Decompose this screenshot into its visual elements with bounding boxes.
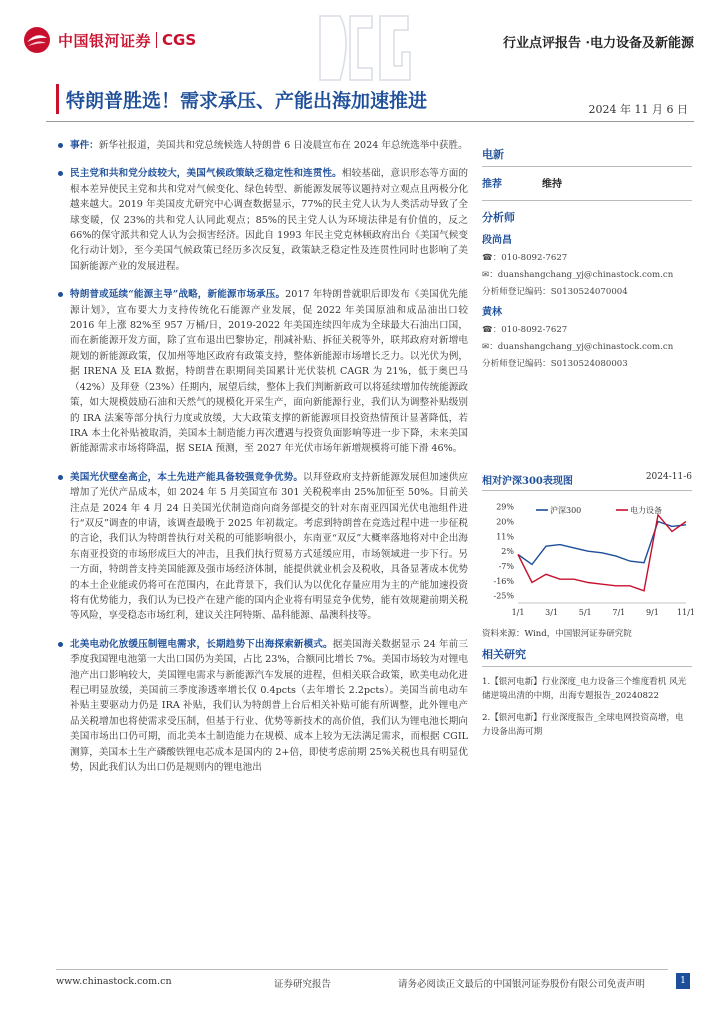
chart-source: 资料来源：Wind，中国银河证券研究院 xyxy=(482,629,632,639)
rating-label: 推荐 xyxy=(482,179,502,190)
related-item[interactable]: 2.【银河电新】行业深度报告_全球电网投资高增，电力设备出海可期 xyxy=(482,713,684,737)
brand-name-cn: 中国银河证券 xyxy=(58,31,152,50)
paragraph-lead: 美国光伏壁垒高企，本土先进产能具备较强竞争优势。 xyxy=(70,471,304,483)
x-tick-label: 5/1 xyxy=(578,608,592,617)
paragraph xyxy=(58,166,468,274)
performance-chart xyxy=(482,472,695,639)
report-type: 行业点评报告 ·电力设备及新能源 xyxy=(502,36,694,51)
header-divider xyxy=(46,121,694,122)
main-body xyxy=(58,138,468,788)
paragraph-text: 相较基础，意识形态等方面的根本差异使民主党和共和党对气候变化、绿色转型、新能源发展等议题持对立观点且两极分化越来越大。2019 年美国皮尤研究中心调查数据显示，77%的民主党人认为人类活动导致了全球变暖，仅 23%的共和党人认同此观点；85%的民主党人认为环境法律是有价值的，反之 66%的保守派共和党人认为会损害经济。因此自 1993 年民主党克林顿政府出台《美国气候变化行动计划》，至今美国气候政策已经历多次反复，政策缺乏稳定性及连贯性同时也影响了美国新能源产业的发展进程。 xyxy=(70,168,469,272)
analyst-name: 黄林 xyxy=(482,307,502,318)
brand-name-en: CGS xyxy=(162,31,197,49)
sidebar-divider xyxy=(482,490,692,491)
paragraph-lead: 民主党和共和党分歧较大，美国气候政策缺乏稳定性和连贯性。 xyxy=(70,168,342,180)
y-tick-label: 2% xyxy=(501,547,514,557)
paragraph-lead: 北美电动化放缓压制锂电需求，长期趋势下出海探索新模式。 xyxy=(70,638,333,650)
analyst-cert: 分析师登记编码：S0130524070004 xyxy=(482,287,628,297)
paragraph-text: 2017 年特朗普就职后即发布《美国优先能源计划》，宣布要大力支持传统化石能源产业发展，促 2022 年美国原油和成品油出口较 2016 年上涨 82%至 957 万桶/日，2019-2022 年美国连续四年成为全球最大石油出口国，而在新能源开发方面，除了宣布退出巴黎协定，削减补贴、拆征关税等外，联邦政府对新增电规划的新能源政策，仅加州等地区政府有政策支持，整体新能源市场增长乏力。以光伏为例，据 IRENA 及 EIA 数据，特朗普在职期间美国累计光伏装机 CAGR 为 21%，低于奥巴马（42%）及拜登（23%）任期内，展望后续，整体上我们判断新政可以将延续增加传统能源政策，如大规模鼓励石油和天然气的规模化开采生产，面向新能源行业，我们认为调整补贴级别的 IRA 法案等部分执行力度或放缓，大大政策支撑的新能源项目投资热情预计显著降低，若 IRA 本土化补贴被取消，美国本土制造能力再次遭遇与投资负面影响等进一步下降，未来美国新能源需求市场将降温，据 SEIA 预测，至 2027 年光伏市场年新增规模将可能下滑 46%。 xyxy=(70,289,468,455)
sidebar xyxy=(482,146,692,374)
footer-url[interactable]: www.chinastock.com.cn xyxy=(56,976,172,987)
y-tick-label: 20% xyxy=(496,517,514,527)
analyst-phone: ☎：010-8092-7627 xyxy=(482,325,568,335)
paragraph-text: 据美国海关数据显示 24 年前三季度我国锂电池第一大出口国仍为美国，占比 23%，合额同比增长 7%。美国市场较为对锂电池产出口影响较大，美国锂电需求与新能源汽车发展的进程，但相关联合政策，欧美电动化进程已明显放缓，美国前三季度渗透率增长仅 0.4pcts（去年增长 2.2pcts）。美国当前电动车补贴主要驱动力仍是 IRA 补贴，我们认为特朗普上台后相关补贴可能有所调整，此外锂电产品关税增加也将使需求受压制，但基于行业、优势等新技术的高价值，我们认为锂电池长期向美国市场出口仍可期，而北美本土制造能力在规模、成本上较为无法满足需求，而根据 CGIL 测算，美国本土生产磷酸铁锂电芯成本是国内的 2+倍，即使考虑前期 25%关税也具有明显优势，因此我们认为出口仍是规则内的锂电池出 xyxy=(70,638,468,774)
sidebar-divider xyxy=(482,166,692,167)
paragraph-lead: 事件： xyxy=(70,140,99,151)
analyst-cert: 分析师登记编码：S0130524080003 xyxy=(482,359,628,369)
page-number: 1 xyxy=(676,973,690,989)
analyst-phone: ☎：010-8092-7627 xyxy=(482,253,568,263)
report-date: 2024 年 11 月 6 日 xyxy=(588,103,688,116)
chart-plot xyxy=(482,495,695,623)
watermark-graphic xyxy=(310,8,420,88)
galaxy-logo-icon xyxy=(22,25,52,55)
related-item[interactable]: 1.【银河电新】行业深度_电力设备三个维度看机 风光储逆境出清的中期，出海专题报告_20240822 xyxy=(482,677,687,701)
y-tick-label: -7% xyxy=(498,562,514,572)
footer-divider xyxy=(56,969,668,970)
sidebar-divider xyxy=(482,666,692,667)
paragraph-text: 以拜登政府支持新能源发展但加速供应增加了光伏产品成本，如 2024 年 5 月美国宣布 301 关税税率由 25%加征至 50%。目前关注点是 2024 年 4 月 24 日美国光伏制造商向商务部提交的针对东南亚四国光伏电池组件进行“双反”调查的申请，该调查最晚于 2025 年初裁定。考虑到特朗普在竞选过程中进一步征税的言论，我们认为特朗普执行对关税的可能影响很小，东南亚“双反”大概率落地将对中企出海东南亚投资的市场形成巨大的冲击，且我们执行贸易方式延缓应用，市场领域进一步下行。另一方面，特朗普支持美国能源及强市场经济体制，能提供就业机会及税收，具备显著成本优势的本土企业能或仍将可在范围内，在此背景下，我们认为以优化存量应用为主的产能加速投资将有优势能力，我们认为已投产在建产能的国内企业将有明显竞争优势，能有效规避前期关税等风险，享受稳态市场红利，建议关注阿特斯、晶科能源、晶澳科技等。 xyxy=(70,471,469,622)
rating-value: 维持 xyxy=(542,179,562,190)
rating-row xyxy=(482,175,692,190)
y-tick-label: 29% xyxy=(496,502,514,512)
paragraph xyxy=(58,287,468,456)
y-tick-label: -16% xyxy=(493,576,514,586)
sidebar-divider xyxy=(482,200,692,201)
footer-label: 证券研究报告 xyxy=(274,979,332,990)
industry-title: 电新 xyxy=(482,148,504,161)
y-tick-label: -25% xyxy=(493,591,514,601)
related-research xyxy=(482,648,692,747)
paragraph-lead: 特朗普或延续“能源主导”战略，新能源市场承压。 xyxy=(70,289,286,301)
x-tick-label: 7/1 xyxy=(612,608,626,617)
paragraph xyxy=(58,138,468,153)
paragraph xyxy=(58,470,468,624)
paragraph xyxy=(58,637,468,776)
footer-disclaimer: 请务必阅读正文最后的中国银河证券股份有限公司免责声明 xyxy=(398,979,646,990)
x-tick-label: 1/1 xyxy=(511,608,525,617)
chart-header xyxy=(482,472,692,487)
analyst-name: 段尚昌 xyxy=(482,235,512,246)
y-tick-label: 11% xyxy=(496,532,514,542)
analyst-title: 分析师 xyxy=(482,211,515,224)
related-title: 相关研究 xyxy=(482,648,526,661)
series-line-csi300 xyxy=(518,522,686,565)
chart-date: 2024-11-6 xyxy=(645,472,692,482)
chart-title: 相对沪深300表现图 xyxy=(482,476,573,487)
analyst-email[interactable]: ✉：duanshangchang_yj@chinastock.com.cn xyxy=(482,342,674,352)
title-accent-bar xyxy=(56,84,59,114)
x-tick-label: 9/1 xyxy=(645,608,659,617)
x-tick-label: 11/1 xyxy=(677,608,695,617)
brand-logo xyxy=(22,22,196,58)
brand-divider xyxy=(156,32,157,48)
x-tick-label: 3/1 xyxy=(545,608,559,617)
page-title: 特朗普胜选！需求承压、产能出海加速推进 xyxy=(66,90,428,112)
paragraph-text: 新华社报道，美国共和党总统候选人特朗普 6 日凌晨宣布在 2024 年总统选举中获胜。 xyxy=(98,140,468,151)
legend-label: 电力设备 xyxy=(630,506,662,515)
analyst-email[interactable]: ✉：duanshangchang_yj@chinastock.com.cn xyxy=(482,270,674,280)
legend-label: 沪深300 xyxy=(550,506,582,515)
